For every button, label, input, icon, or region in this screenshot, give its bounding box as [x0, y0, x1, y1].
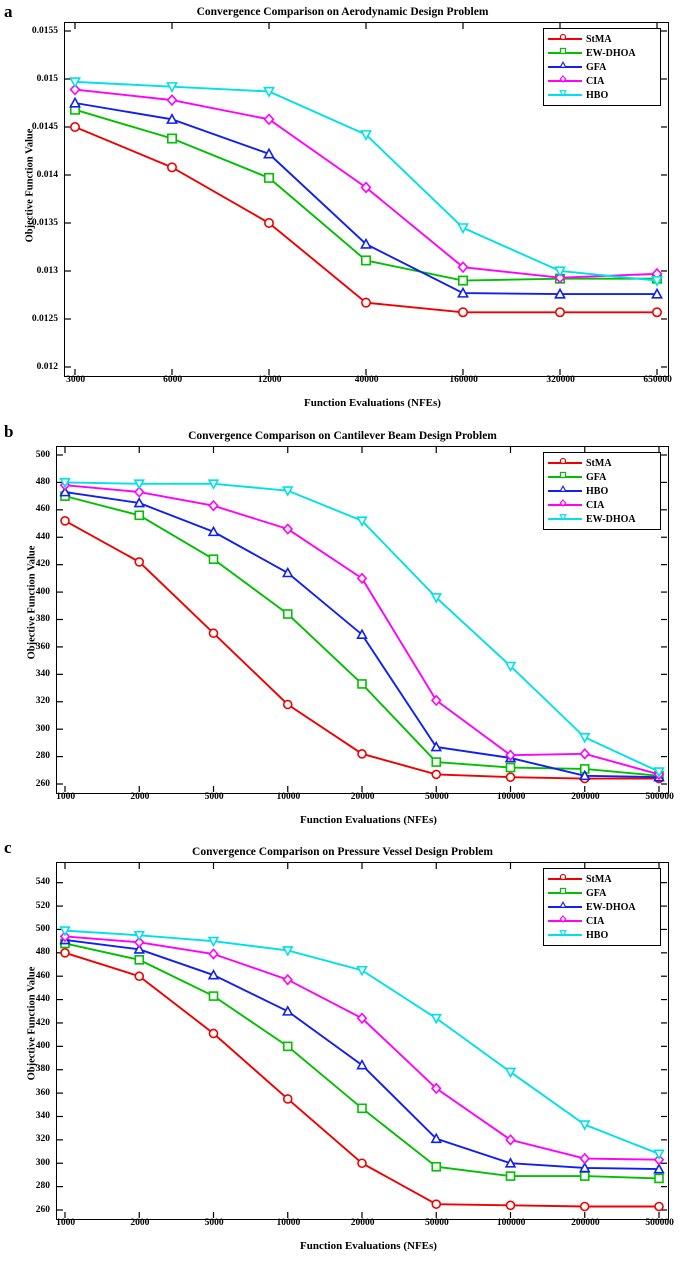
xtick-label: 320000 [546, 375, 575, 385]
legend-marker-square [558, 46, 568, 56]
marker-triangle-down [655, 1150, 664, 1158]
legend-marker-circle [558, 872, 568, 882]
xtick-label: 200000 [571, 792, 600, 802]
legend-item-hbo[interactable] [548, 484, 655, 498]
ytick-label: 260 [35, 778, 50, 789]
ytick-label: 500 [35, 924, 50, 935]
xtick-label: 2000 [130, 792, 150, 802]
marker-circle [265, 219, 273, 227]
legend-item-cia[interactable] [548, 914, 655, 928]
xtick-label: 100000 [496, 1218, 526, 1228]
legend-marker-triangle-up [558, 900, 568, 910]
marker-triangle-up [560, 486, 566, 491]
legend-item-cia[interactable] [548, 74, 655, 88]
legend-label: GFA [586, 887, 607, 899]
panel-b-xlabel: Function Evaluations (NFEs) [300, 814, 437, 826]
legend-marker-diamond [558, 498, 568, 508]
marker-square [265, 174, 273, 182]
legend-swatch-cia [548, 915, 582, 927]
legend-swatch-ew-dhoa [548, 901, 582, 913]
marker-diamond [265, 115, 274, 125]
marker-diamond [209, 949, 217, 958]
series-hbo [61, 927, 664, 1158]
marker-diamond [581, 1154, 589, 1163]
legend-label: CIA [586, 499, 605, 511]
legend-item-hbo[interactable] [548, 928, 655, 942]
marker-circle [560, 458, 565, 463]
marker-circle [210, 629, 218, 637]
marker-square [284, 1042, 292, 1050]
legend-label: StMA [586, 457, 612, 469]
marker-diamond [284, 975, 292, 984]
marker-triangle-up [560, 62, 566, 67]
ytick-label: 280 [35, 751, 50, 762]
marker-circle [653, 308, 661, 316]
panel-b [0, 422, 685, 837]
marker-circle [210, 1029, 218, 1037]
marker-square [210, 555, 218, 563]
panel-a-xlabel: Function Evaluations (NFEs) [304, 397, 441, 409]
panel-a [0, 0, 685, 420]
marker-square [358, 680, 366, 688]
ytick-label: 300 [35, 723, 50, 734]
panel-a-ylabel: Objective Function Value [24, 128, 36, 243]
marker-triangle-down [61, 927, 70, 935]
panel-c-xlabel: Function Evaluations (NFEs) [300, 1240, 437, 1252]
legend-swatch-stma [548, 33, 582, 45]
legend-label: EW-DHOA [586, 513, 636, 525]
marker-square [507, 1172, 515, 1180]
marker-diamond [560, 916, 565, 922]
marker-triangle-down [580, 1121, 589, 1129]
marker-circle [362, 298, 370, 306]
ytick-label: 0.0125 [31, 313, 58, 324]
panel-a-title: Convergence Comparison on Aerodynamic Design Problem [196, 6, 489, 18]
ytick-label: 460 [35, 970, 50, 981]
legend-marker-circle [558, 456, 568, 466]
marker-circle [655, 1202, 663, 1210]
legend-item-stma[interactable] [548, 872, 655, 886]
marker-triangle-down [283, 487, 292, 495]
ytick-label: 480 [35, 947, 50, 958]
legend-item-gfa[interactable] [548, 886, 655, 900]
legend-label: EW-DHOA [586, 901, 636, 913]
panel-c-letter: c [4, 838, 12, 857]
legend-item-hbo[interactable] [548, 88, 655, 102]
marker-square [432, 758, 440, 766]
panel-b-ylabel: Objective Function Value [26, 545, 38, 660]
xtick-label: 200000 [571, 1218, 600, 1228]
ytick-label: 300 [35, 1157, 50, 1168]
marker-triangle-down [209, 938, 218, 946]
panel-c-title: Convergence Comparison on Pressure Vessel Design Problem [192, 846, 493, 858]
legend-swatch-stma [548, 873, 582, 885]
marker-circle [556, 308, 564, 316]
legend-label: HBO [586, 89, 609, 101]
legend-item-stma[interactable] [548, 456, 655, 470]
legend-swatch-hbo [548, 485, 582, 497]
ytick-label: 500 [35, 449, 50, 460]
ytick-label: 380 [35, 614, 50, 625]
ytick-label: 0.0145 [31, 121, 58, 132]
marker-triangle-down [135, 480, 144, 488]
xtick-label: 5000 [204, 792, 224, 802]
marker-square [210, 992, 218, 1000]
panel-c [0, 838, 685, 1273]
marker-triangle-down [283, 947, 292, 955]
ytick-label: 420 [35, 559, 50, 570]
ytick-label: 0.0155 [31, 25, 58, 36]
marker-triangle-down [135, 932, 144, 940]
ytick-label: 520 [35, 900, 50, 911]
series-gfa [70, 98, 661, 297]
marker-circle [459, 308, 467, 316]
marker-square [655, 1174, 663, 1182]
marker-triangle-up [506, 1159, 515, 1167]
marker-triangle-up [283, 568, 292, 576]
marker-square [507, 764, 515, 772]
marker-circle [560, 34, 565, 39]
marker-circle [560, 874, 565, 879]
panel-b-letter: b [4, 422, 14, 441]
marker-circle [432, 1200, 440, 1208]
marker-circle [358, 1159, 366, 1167]
marker-square [560, 472, 565, 477]
xtick-label: 3000 [66, 375, 86, 385]
ytick-label: 0.013 [36, 265, 58, 276]
marker-triangle-down [560, 91, 566, 96]
marker-square [362, 256, 370, 264]
marker-square [581, 1172, 589, 1180]
ytick-label: 340 [35, 1111, 50, 1122]
marker-triangle-up [209, 527, 218, 535]
marker-triangle-up [135, 499, 144, 507]
series-stma [71, 123, 661, 317]
legend-swatch-cia [548, 499, 582, 511]
legend-swatch-hbo [548, 89, 582, 101]
marker-square [168, 134, 176, 142]
xtick-label: 2000 [130, 1218, 150, 1228]
ytick-label: 260 [35, 1204, 50, 1215]
legend-item-ew-dhoa[interactable] [548, 46, 655, 60]
marker-diamond [560, 76, 565, 82]
series-cia [71, 85, 662, 283]
marker-triangle-up [655, 1165, 664, 1173]
xtick-label: 500000 [645, 1218, 674, 1228]
xtick-label: 650000 [643, 375, 672, 385]
ytick-label: 360 [35, 641, 50, 652]
ytick-label: 460 [35, 504, 50, 515]
marker-triangle-up [560, 902, 566, 907]
legend-item-stma[interactable] [548, 32, 655, 46]
legend-marker-triangle-down [558, 88, 568, 98]
marker-diamond [560, 500, 565, 506]
legend-item-gfa[interactable] [548, 470, 655, 484]
marker-triangle-down [209, 480, 218, 488]
panel-c-legend [543, 868, 661, 946]
ytick-label: 0.012 [36, 361, 58, 372]
xtick-label: 10000 [276, 1218, 301, 1228]
marker-diamond [284, 524, 292, 533]
series-hbo [61, 485, 664, 781]
xtick-label: 500000 [645, 792, 674, 802]
marker-square [432, 1163, 440, 1171]
legend-item-gfa[interactable] [548, 60, 655, 74]
xtick-label: 1000 [56, 1218, 76, 1228]
legend-marker-triangle-up [558, 60, 568, 70]
legend-swatch-gfa [548, 61, 582, 73]
legend-marker-diamond [558, 914, 568, 924]
legend-swatch-cia [548, 75, 582, 87]
series-stma [61, 949, 663, 1211]
legend-item-ew-dhoa[interactable] [548, 512, 655, 526]
ytick-label: 540 [35, 877, 50, 888]
marker-diamond [168, 95, 177, 105]
marker-triangle-up [283, 1007, 292, 1015]
ytick-label: 360 [35, 1087, 50, 1098]
xtick-label: 10000 [276, 792, 301, 802]
marker-circle [71, 123, 79, 131]
ytick-label: 400 [35, 586, 50, 597]
legend-marker-triangle-down [558, 512, 568, 522]
marker-circle [358, 750, 366, 758]
legend-label: CIA [586, 75, 605, 87]
xtick-label: 6000 [163, 375, 183, 385]
legend-swatch-gfa [548, 471, 582, 483]
legend-label: GFA [586, 61, 607, 73]
legend-label: StMA [586, 33, 612, 45]
marker-circle [507, 1201, 515, 1209]
marker-triangle-down [358, 967, 367, 975]
legend-marker-triangle-up [558, 484, 568, 494]
xtick-label: 1000 [56, 792, 76, 802]
legend-marker-square [558, 470, 568, 480]
marker-triangle-down [560, 931, 566, 936]
legend-label: EW-DHOA [586, 47, 636, 59]
marker-circle [61, 949, 69, 957]
marker-diamond [209, 501, 217, 510]
legend-label: HBO [586, 485, 609, 497]
marker-square [358, 1104, 366, 1112]
legend-swatch-gfa [548, 887, 582, 899]
panel-b-title: Convergence Comparison on Cantilever Beam Design Problem [188, 430, 497, 442]
ytick-label: 320 [35, 696, 50, 707]
marker-triangle-up [580, 1164, 589, 1172]
legend-label: StMA [586, 873, 612, 885]
legend-swatch-stma [548, 457, 582, 469]
marker-circle [581, 1202, 589, 1210]
panel-b-legend [543, 452, 661, 530]
legend-label: HBO [586, 929, 609, 941]
legend-label: CIA [586, 915, 605, 927]
series-stma [61, 517, 663, 783]
legend-swatch-ew-dhoa [548, 513, 582, 525]
legend-item-ew-dhoa[interactable] [548, 900, 655, 914]
marker-diamond [506, 1135, 514, 1144]
ytick-label: 440 [35, 531, 50, 542]
panel-c-ylabel: Objective Function Value [26, 966, 38, 1081]
legend-marker-diamond [558, 74, 568, 84]
marker-circle [135, 558, 143, 566]
marker-square [560, 888, 565, 893]
marker-triangle-down [580, 734, 589, 742]
marker-triangle-down [560, 515, 566, 520]
ytick-label: 340 [35, 668, 50, 679]
marker-circle [432, 770, 440, 778]
ytick-label: 480 [35, 477, 50, 488]
marker-square [284, 610, 292, 618]
legend-swatch-ew-dhoa [548, 47, 582, 59]
legend-marker-triangle-down [558, 928, 568, 938]
xtick-label: 160000 [449, 375, 478, 385]
panel-a-letter: a [4, 2, 13, 21]
panel-a-legend [543, 28, 661, 106]
legend-item-cia[interactable] [548, 498, 655, 512]
marker-circle [61, 517, 69, 525]
xtick-label: 12000 [257, 375, 282, 385]
marker-circle [284, 700, 292, 708]
xtick-label: 20000 [350, 792, 375, 802]
ytick-label: 0.015 [36, 73, 58, 84]
marker-square [135, 511, 143, 519]
legend-marker-square [558, 886, 568, 896]
ytick-label: 420 [35, 1017, 50, 1028]
marker-circle [135, 972, 143, 980]
legend-label: GFA [586, 471, 607, 483]
xtick-label: 20000 [350, 1218, 375, 1228]
ytick-label: 440 [35, 994, 50, 1005]
ytick-label: 380 [35, 1064, 50, 1075]
marker-triangle-up [209, 971, 218, 979]
marker-square [459, 276, 467, 284]
marker-circle [168, 163, 176, 171]
marker-square [560, 48, 565, 53]
marker-square [135, 956, 143, 964]
xtick-label: 100000 [496, 792, 526, 802]
ytick-label: 320 [35, 1134, 50, 1145]
marker-circle [507, 773, 515, 781]
xtick-label: 50000 [424, 1218, 449, 1228]
marker-circle [284, 1095, 292, 1103]
legend-swatch-hbo [548, 929, 582, 941]
ytick-label: 280 [35, 1181, 50, 1192]
xtick-label: 50000 [424, 792, 449, 802]
xtick-label: 5000 [204, 1218, 224, 1228]
xtick-label: 40000 [354, 375, 379, 385]
ytick-label: 0.014 [36, 169, 58, 180]
marker-diamond [581, 749, 589, 758]
ytick-label: 400 [35, 1040, 50, 1051]
legend-marker-circle [558, 32, 568, 42]
ytick-label: 0.0135 [31, 217, 58, 228]
